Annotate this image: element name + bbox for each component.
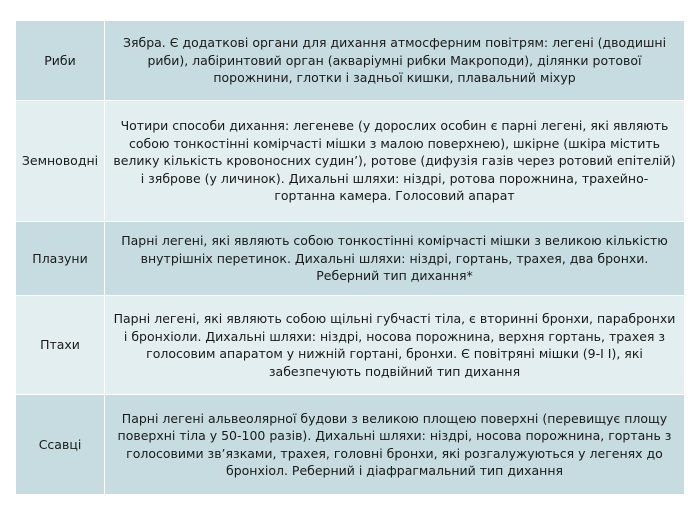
description-cell: Парні легені, які являють собою тонкостінні комірчасті мішки з великою кількістю внутрішніх перетинок. Дихальні шляхи: ніздрі, гортань, трахея, два бронхи. Реберний тип дихання*: [105, 222, 685, 296]
description-cell: Парні легені альвеолярної будови з великою площею поверхні (перевищує площу поверхні тіла у 50-100 разів). Дихальні шляхи: ніздрі, носова порожнина, гортань з голосовими зв’язками, трахея, головні бронхи, які розгалужуються у легенях до бронхіол. Реберний і діафрагмальний тип дихання: [105, 395, 685, 495]
table-row: [16, 296, 685, 395]
table-row: [16, 222, 685, 296]
table-row: [16, 21, 685, 101]
animal-cell: Птахи: [16, 296, 105, 395]
description-cell: Парні легені, які являють собою щільні губчасті тіла, є вторинні бронхи, парабронхи і бронхіоли. Дихальні шляхи: ніздрі, носова порожнина, верхня гортань, трахея з голосовим апаратом у нижній гортані, бронхи. Є повітряні мішки (9-І І), які забезпечують подвійний тип дихання: [105, 296, 685, 395]
table-row: [16, 395, 685, 495]
description-cell: Зябра. Є додаткові органи для дихання атмосферним повітрям: легені (дводишні риби), лабіринтовий орган (акваріумні рибки Макроподи), ділянки ротової порожнини, глотки і задньої кишки, плавальний міхур: [105, 21, 685, 101]
table-row: [16, 101, 685, 222]
description-cell: Чотири способи дихання: легеневе (у дорослих особин є парні легені, які являють собою тонкостінні комірчасті мішки з малою поверхнею), шкірне (шкіра містить велику кількість кровоносних судин’), ротове (дифузія газів через ротовий епітелій) і зяброве (у личинок). Дихальні шляхи: ніздрі, ротова порожнина, трахейно-гортанна камера. Голосовий апарат: [105, 101, 685, 222]
animal-cell: Риби: [16, 21, 105, 101]
animal-cell: Ссавці: [16, 395, 105, 495]
animal-cell: Земноводні: [16, 101, 105, 222]
animal-cell: Плазуни: [16, 222, 105, 296]
respiration-table: [15, 20, 685, 495]
